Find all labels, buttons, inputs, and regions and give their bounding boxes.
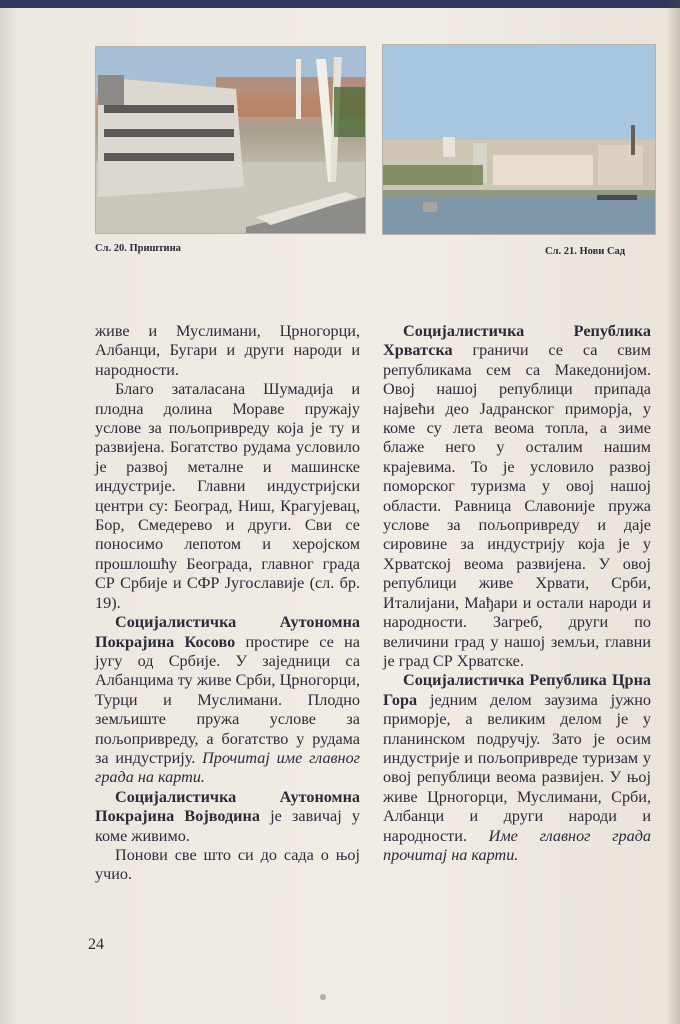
task-montenegro-capital: Име главног града прочитај на карти.: [383, 826, 651, 864]
paragraph-kosovo: Социјалистичка Аутономна Покрајина Косово простире се на југу од Србије. У заједници са Албанцима ту живе Срби, Црногорци, Турци и Муслимани. Плодно земљиште пружа услове за пољопривреду, а богатство у рудама за индустрију. Прочитај име главног града на карти.: [95, 613, 360, 787]
task-kosovo-capital: Прочитај име главног града на карти.: [95, 748, 360, 787]
paragraph-review: Понови све што си до сада о њој учио.: [95, 845, 360, 884]
heading-kosovo: Социјалистичка Аутономна Покрајина Косово: [95, 613, 360, 651]
figure-caption-21: Сл. 21. Нови Сад: [545, 246, 626, 257]
page-top-edge: [0, 0, 680, 8]
figure-caption-20: Сл. 20. Приштина: [95, 243, 181, 254]
paragraph: живе и Муслимани, Црногорци, Албанци, Бугари и други народи и народности.: [95, 322, 360, 379]
paragraph-croatia: Социјалистичка Република Хрватска граничи се са свим републикама сем са Македонијом. Овој нашој републици припада највећи део Јадранског приморја, у коме су лета веома топла, а зиме блаже него у осталим нашим крајевима. То је условило развој поморског туризма у овој нашој области. Равница Славоније пружа услове за пољопривреду и даје сировине за индустрију која је у Хрватској веома развијена. У овој републици живе Хрвати, Срби, Италијани, Мађари и остали народи и народности. Загреб, други по величини град у нашој земљи, главни је град СР Хрватске.: [383, 322, 651, 670]
heading-croatia: Социјалистичка Република Хрватска: [383, 322, 651, 360]
page-number: 24: [88, 936, 104, 953]
paragraph-montenegro: Социјалистичка Република Црна Гора једним делом заузима јужно приморје, а великим делом је у планинском подручју. Зато је осим индустрије и пољопривреде туризам у овој републици веома развијен. У њој живе Црногорци, Муслимани, Срби, Албанци и други народи и народности. Име главног града прочитај на карти.: [383, 671, 651, 864]
heading-vojvodina: Социјалистичка Аутономна Покрајина Војводина: [95, 787, 360, 826]
left-text-column: [95, 322, 360, 885]
photo-novi-sad: [382, 44, 656, 235]
heading-montenegro: Социјалистичка Република Црна Гора: [383, 671, 651, 709]
page-binding-shadow: [666, 0, 680, 1024]
paper-spot: [320, 994, 326, 1000]
paragraph-vojvodina: Социјалистичка Аутономна Покрајина Војводина је завичај у коме живимо.: [95, 787, 360, 845]
right-text-column: [383, 322, 651, 865]
paragraph-serbia: Благо заталасана Шумадија и плодна долина Мораве пружају услове за пољопривреду која је ту и развијена. Богатство рудама условило је развој металне и машинске индустрије. Главни индустријски центри су: Београд, Ниш, Крагујевац, Бор, Смедерево и други. Сви се поносимо лепотом и херојском прошлошћу Београда, главног града СР Србије и СФР Југославије (сл. бр. 19).: [95, 380, 360, 612]
photo-pristina: [95, 46, 366, 234]
